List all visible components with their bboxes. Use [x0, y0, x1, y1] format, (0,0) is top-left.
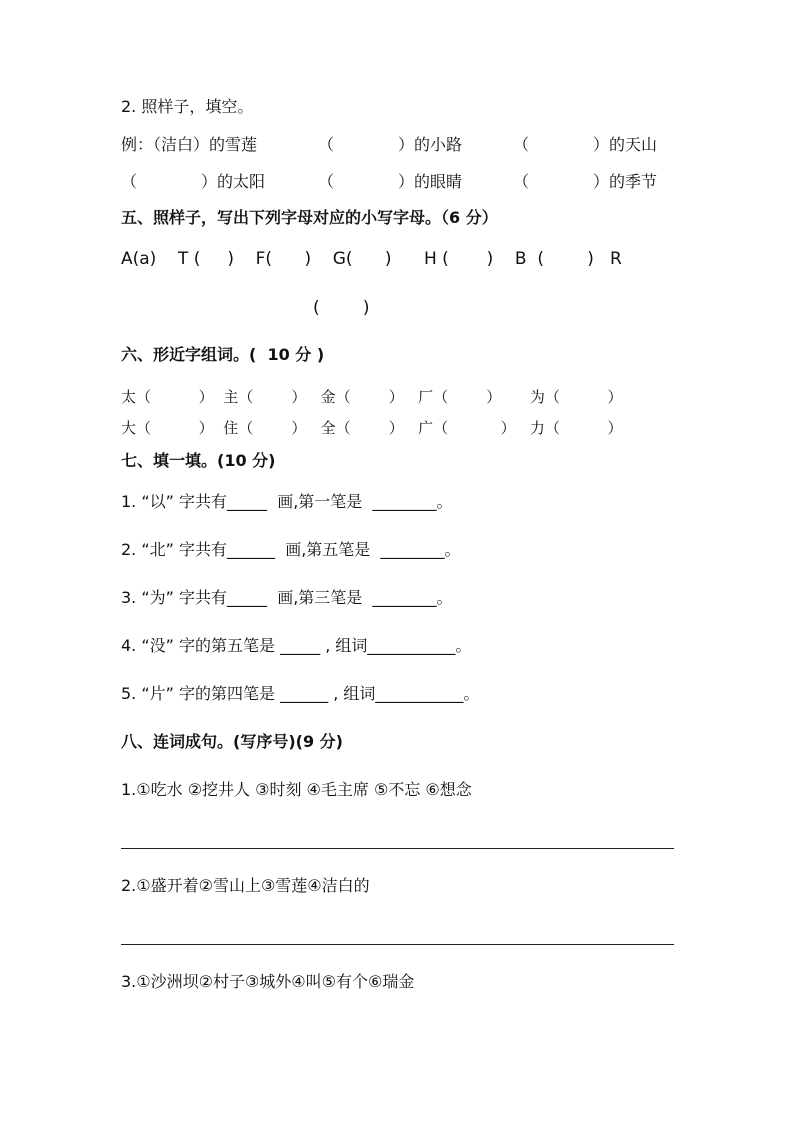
- fill-item-3: 3. “为” 字共有_____ 画,第三笔是 ________。: [121, 588, 453, 607]
- sentence-item-2: 2.①盛开着②雪山上③雪莲④洁白的: [121, 876, 370, 895]
- question-2-title: 2. 照样子，填空。: [121, 97, 254, 116]
- answer-line-2: [121, 944, 674, 945]
- fill-item-2: 2. “北” 字共有______ 画,第五笔是 ________。: [121, 540, 461, 559]
- letters-line: A(a) T ( ) F( ) G( ) H ( ) B ( ) R: [121, 249, 622, 269]
- similar-chars-row-1: 太（ ） 主（ ） 金（ ） 厂（ ） 为（ ）: [121, 388, 623, 406]
- section-5-heading: 五、照样子，写出下列字母对应的小写字母。（6 分）: [121, 208, 498, 227]
- sentence-item-1: 1.①吃水 ②挖井人 ③时刻 ④毛主席 ⑤不忘 ⑥想念: [121, 780, 472, 799]
- answer-line-1: [121, 848, 674, 849]
- fill-item-4: 4. “没” 字的第五笔是 _____ , 组词___________。: [121, 636, 472, 655]
- section-7-heading: 七、填一填。(10 分): [121, 451, 276, 470]
- q2-item-example: 例：（洁白）的雪莲: [121, 135, 258, 154]
- section-8-heading: 八、连词成句。(写序号)(9 分): [121, 732, 343, 751]
- q2-item-sun: （ ）的太阳: [121, 172, 266, 191]
- section-6-heading: 六、形近字组词。( 10 分 ): [121, 345, 325, 364]
- q2-item-road: （ ）的小路: [318, 135, 463, 154]
- q2-item-season: （ ）的季节: [513, 172, 658, 191]
- similar-chars-row-2: 大（ ） 住（ ） 全（ ） 广（ ） 力（ ）: [121, 419, 623, 437]
- sentence-item-3: 3.①沙洲坝②村子③城外④叫⑤有个⑥瑞金: [121, 972, 415, 991]
- letters-trailing-blank: ( ): [313, 298, 370, 318]
- q2-item-eyes: （ ）的眼睛: [318, 172, 463, 191]
- fill-item-1: 1. “以” 字共有_____ 画,第一笔是 ________。: [121, 492, 453, 511]
- fill-item-5: 5. “片” 字的第四笔是 ______ , 组词___________。: [121, 684, 480, 703]
- q2-item-tianshan: （ ）的天山: [513, 135, 658, 154]
